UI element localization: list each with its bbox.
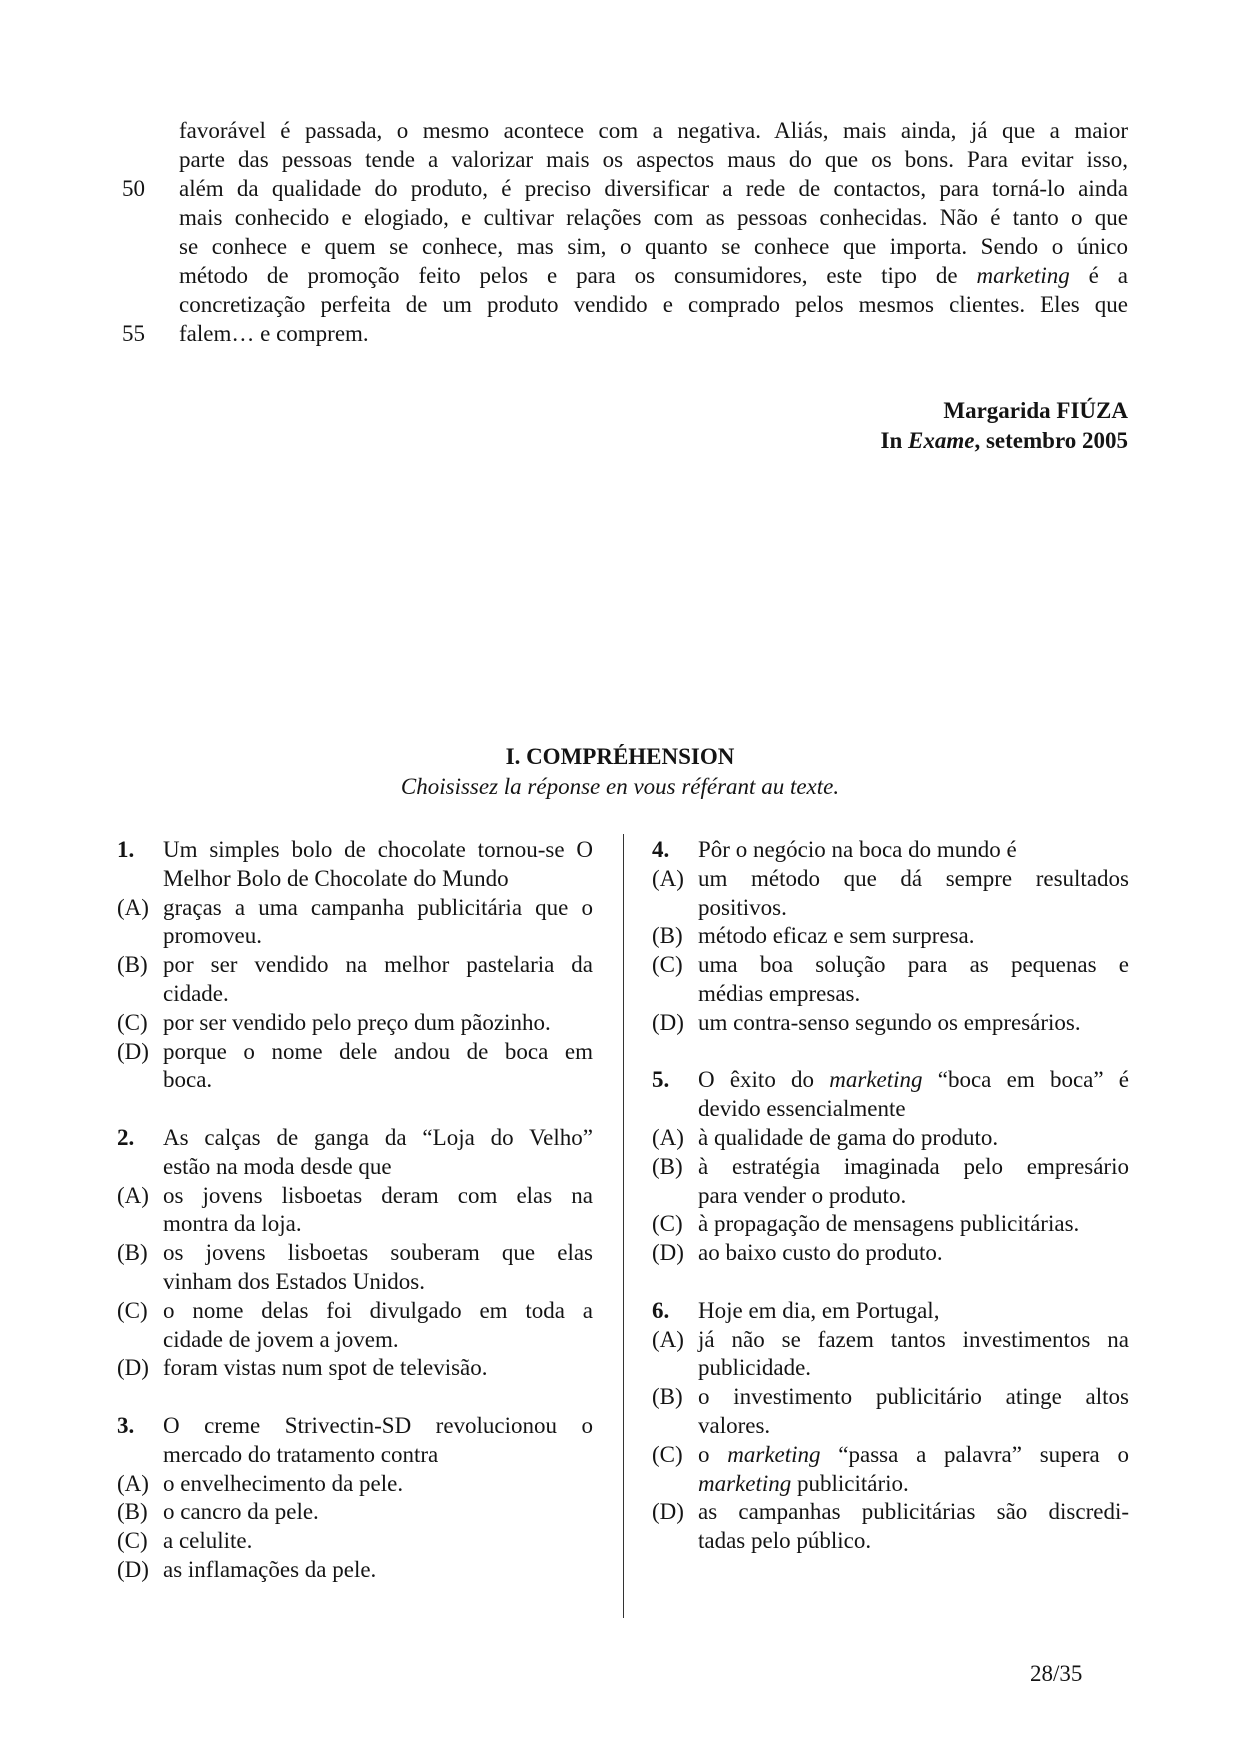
- question-stem: [117, 1412, 593, 1470]
- passage-line: se conhece e quem se conhece, mas sim, o quanto se conhece que importa. Sendo o único: [179, 234, 1128, 259]
- stem-line: O creme Strivectin-SD revolucionou o: [163, 1412, 593, 1438]
- option-text: [163, 1009, 593, 1038]
- option-line: montra da loja.: [163, 1211, 302, 1237]
- question-number: 4.: [652, 837, 670, 862]
- option-label: (D): [652, 1240, 684, 1266]
- option-label: (C): [652, 952, 683, 978]
- option-a[interactable]: [652, 865, 1129, 923]
- option-label: (A): [117, 1470, 149, 1496]
- stem-line: Pôr o negócio na boca do mundo é: [698, 837, 1017, 862]
- option-d[interactable]: [652, 1239, 1129, 1268]
- stem-text: [698, 1297, 1129, 1326]
- option-line: um contra-senso segundo os empresários.: [698, 1009, 1081, 1035]
- option-d[interactable]: [652, 1498, 1129, 1556]
- question-number: 6.: [652, 1297, 670, 1323]
- stem-line: As calças de ganga da “Loja do Velho”: [163, 1124, 593, 1150]
- italic-term: marketing: [727, 1441, 821, 1467]
- passage-line: parte das pessoas tende a valorizar mais os aspectos maus do que os bons. Para evitar isso,: [179, 147, 1128, 172]
- option-line: publicidade.: [698, 1355, 812, 1381]
- column-divider: [623, 834, 624, 1618]
- option-line: um método que dá sempre resultados: [698, 865, 1129, 891]
- option-line: promoveu.: [163, 923, 263, 949]
- option-line: ao baixo custo do produto.: [698, 1240, 943, 1266]
- option-line: graças a uma campanha publicitária que o: [163, 894, 593, 920]
- option-label: (B): [117, 1499, 148, 1525]
- option-text: [698, 865, 1129, 923]
- option-d[interactable]: [117, 1038, 593, 1096]
- line-number: 50: [122, 176, 145, 201]
- option-line: boca.: [163, 1067, 213, 1093]
- option-line: vinham dos Estados Unidos.: [163, 1268, 425, 1294]
- stem-text: [163, 1124, 593, 1182]
- option-line: cidade.: [163, 980, 229, 1006]
- passage-line: concretização perfeita de um produto vendido e comprado pelos mesmos clientes. Eles que: [179, 292, 1128, 317]
- publication-date: , setembro 2005: [974, 428, 1128, 453]
- option-line: a celulite.: [163, 1528, 253, 1554]
- option-label: (A): [652, 865, 684, 891]
- option-a[interactable]: [117, 1470, 593, 1499]
- option-c[interactable]: [652, 1210, 1129, 1239]
- option-label: (C): [117, 1009, 148, 1035]
- option-text: [163, 1498, 593, 1527]
- option-a[interactable]: [652, 1124, 1129, 1153]
- option-label: (B): [652, 1153, 683, 1179]
- author-name: Margarida FIÚZA: [943, 398, 1128, 423]
- option-label: (B): [117, 952, 148, 978]
- option-text: [163, 894, 593, 952]
- option-line: foram vistas num spot de televisão.: [163, 1355, 488, 1381]
- in-prefix: In: [880, 428, 909, 453]
- option-text: [698, 1498, 1129, 1556]
- option-c[interactable]: [117, 1297, 593, 1355]
- questions-right-column: [652, 836, 1129, 1585]
- option-line: por ser vendido na melhor pastelaria da: [163, 952, 593, 978]
- option-d[interactable]: [652, 1009, 1129, 1038]
- option-line: porque o nome dele andou de boca em: [163, 1038, 593, 1064]
- option-line: as inflamações da pele.: [163, 1556, 377, 1582]
- option-line: o envelhecimento da pele.: [163, 1470, 404, 1496]
- option-line: médias empresas.: [698, 980, 861, 1006]
- stem-line: estão na moda desde que: [163, 1153, 392, 1179]
- question-stem: [652, 1066, 1129, 1124]
- option-label: (B): [652, 1384, 683, 1410]
- option-label: (C): [117, 1528, 148, 1554]
- option-line: à estratégia imaginada pelo empresário: [698, 1153, 1129, 1179]
- question-number: 5.: [652, 1067, 670, 1093]
- article-source: [881, 396, 1128, 456]
- option-b[interactable]: [652, 1383, 1129, 1441]
- question-1: [117, 836, 593, 1095]
- option-line: valores.: [698, 1412, 771, 1438]
- option-line: o cancro da pele.: [163, 1499, 319, 1525]
- question-stem: [652, 1297, 1129, 1326]
- option-text: [698, 951, 1129, 1009]
- option-line: o nome delas foi divulgado em toda a: [163, 1297, 593, 1323]
- option-b[interactable]: [117, 951, 593, 1009]
- stem-text: [698, 836, 1129, 865]
- option-line: as campanhas publicitárias são discredi-: [698, 1499, 1129, 1525]
- italic-term: marketing: [829, 1067, 923, 1093]
- question-number: 1.: [117, 837, 135, 862]
- option-text: [698, 1153, 1129, 1211]
- stem-text: [163, 836, 593, 894]
- option-line: [698, 1470, 1129, 1499]
- text-run: “boca em boca” é: [922, 1067, 1129, 1093]
- question-number: 2.: [117, 1124, 135, 1150]
- text-run: publicitário.: [791, 1470, 909, 1496]
- stem-line: [698, 1066, 1129, 1095]
- option-label: (D): [117, 1038, 149, 1064]
- section-title: I. COMPRÉHENSION: [505, 744, 735, 769]
- option-line: cidade de jovem a jovem.: [163, 1326, 399, 1352]
- option-text: [163, 1182, 593, 1240]
- option-label: (A): [117, 894, 149, 920]
- option-text: [698, 1383, 1129, 1441]
- option-text: [163, 1556, 593, 1585]
- option-label: (C): [652, 1211, 683, 1237]
- option-label: (A): [652, 1326, 684, 1352]
- option-d[interactable]: [117, 1354, 593, 1383]
- stem-line: mercado do tratamento contra: [163, 1441, 439, 1467]
- text-run: é a: [1069, 263, 1129, 288]
- option-a[interactable]: [652, 1326, 1129, 1384]
- option-line: o investimento publicitário atinge altos: [698, 1384, 1129, 1410]
- option-c[interactable]: [652, 951, 1129, 1009]
- option-text: [163, 1470, 593, 1499]
- option-line: já não se fazem tantos investimentos na: [698, 1326, 1129, 1352]
- option-text: [163, 1354, 593, 1383]
- question-number: 3.: [117, 1412, 135, 1438]
- option-text: [163, 1239, 593, 1297]
- option-text: [698, 922, 1129, 951]
- stem-line: Melhor Bolo de Chocolate do Mundo: [163, 865, 509, 891]
- option-c[interactable]: [117, 1009, 593, 1038]
- section-instructions: Choisissez la réponse en vous référant au texte.: [400, 774, 840, 799]
- text-run: método de promoção feito pelos e para os consumidores, este tipo de: [179, 263, 977, 288]
- option-line: positivos.: [698, 894, 787, 920]
- question-4: [652, 836, 1129, 1038]
- option-b[interactable]: [117, 1498, 593, 1527]
- option-c[interactable]: [652, 1441, 1129, 1499]
- option-line: [698, 1441, 1129, 1470]
- option-b[interactable]: [117, 1239, 593, 1297]
- option-label: (D): [652, 1009, 684, 1035]
- option-line: à qualidade de gama do produto.: [698, 1124, 999, 1150]
- option-line: uma boa solução para as pequenas e: [698, 952, 1129, 978]
- question-6: [652, 1297, 1129, 1556]
- option-line: os jovens lisboetas deram com elas na: [163, 1182, 593, 1208]
- stem-line: Hoje em dia, em Portugal,: [698, 1297, 940, 1323]
- question-3: [117, 1412, 593, 1585]
- stem-text: [698, 1066, 1129, 1124]
- option-label: (D): [117, 1556, 149, 1582]
- option-line: tadas pelo público.: [698, 1528, 872, 1554]
- questions-left-column: [117, 836, 593, 1614]
- passage-line: mais conhecido e elogiado, e cultivar relações com as pessoas conhecidas. Não é tanto o que: [179, 205, 1128, 230]
- option-text: [163, 1038, 593, 1096]
- option-label: (B): [652, 923, 683, 949]
- option-a[interactable]: [117, 894, 593, 952]
- stem-line: Um simples bolo de chocolate tornou-se O: [163, 837, 593, 862]
- passage-line-text: além da qualidade do produto, é preciso diversificar a rede de contactos, para torná-lo ainda: [179, 176, 1128, 201]
- option-text: [698, 1210, 1129, 1239]
- passage-line: [179, 261, 1128, 290]
- option-label: (C): [117, 1297, 148, 1323]
- question-2: [117, 1124, 593, 1383]
- option-line: para vender o produto.: [698, 1182, 907, 1208]
- option-text: [698, 1009, 1129, 1038]
- text-run: “passa a palavra” supera o: [820, 1441, 1129, 1467]
- passage-text: [122, 116, 1129, 348]
- option-d[interactable]: [117, 1556, 593, 1585]
- stem-line: devido essencialmente: [698, 1096, 906, 1122]
- passage-line: favorável é passada, o mesmo acontece com a negativa. Aliás, mais ainda, já que a maior: [179, 118, 1128, 143]
- option-line: à propagação de mensagens publicitárias.: [698, 1211, 1080, 1237]
- option-text: [163, 1527, 593, 1556]
- option-label: (D): [652, 1499, 684, 1525]
- option-label: (B): [117, 1240, 148, 1266]
- line-number: 55: [122, 321, 145, 346]
- option-b[interactable]: [652, 1153, 1129, 1211]
- section-header: [0, 742, 1240, 802]
- question-stem: [117, 1124, 593, 1182]
- passage-line: [122, 174, 1128, 203]
- option-a[interactable]: [117, 1182, 593, 1240]
- option-text: [698, 1124, 1129, 1153]
- publication-title: Exame: [908, 428, 975, 453]
- option-text: [163, 951, 593, 1009]
- option-text: [698, 1441, 1129, 1499]
- question-5: [652, 1066, 1129, 1268]
- question-stem: [117, 836, 593, 894]
- option-label: (A): [117, 1182, 149, 1208]
- publication-line: [881, 426, 1128, 456]
- passage-line: [122, 319, 1128, 348]
- option-label: (C): [652, 1441, 683, 1467]
- option-line: por ser vendido pelo preço dum pãozinho.: [163, 1009, 551, 1035]
- option-c[interactable]: [117, 1527, 593, 1556]
- stem-text: [163, 1412, 593, 1470]
- passage-line-text: falem… e comprem.: [179, 321, 369, 346]
- question-stem: [652, 836, 1129, 865]
- italic-term: marketing: [976, 263, 1070, 288]
- option-text: [698, 1239, 1129, 1268]
- option-label: (D): [117, 1355, 149, 1381]
- italic-term: marketing: [698, 1470, 792, 1496]
- option-label: (A): [652, 1124, 684, 1150]
- option-line: método eficaz e sem surpresa.: [698, 923, 975, 949]
- text-run: O êxito do: [698, 1067, 830, 1093]
- option-text: [698, 1326, 1129, 1384]
- text-run: o: [698, 1441, 728, 1467]
- option-text: [163, 1297, 593, 1355]
- option-b[interactable]: [652, 922, 1129, 951]
- page-number: 28/35: [1030, 1661, 1083, 1686]
- option-line: os jovens lisboetas souberam que elas: [163, 1240, 593, 1266]
